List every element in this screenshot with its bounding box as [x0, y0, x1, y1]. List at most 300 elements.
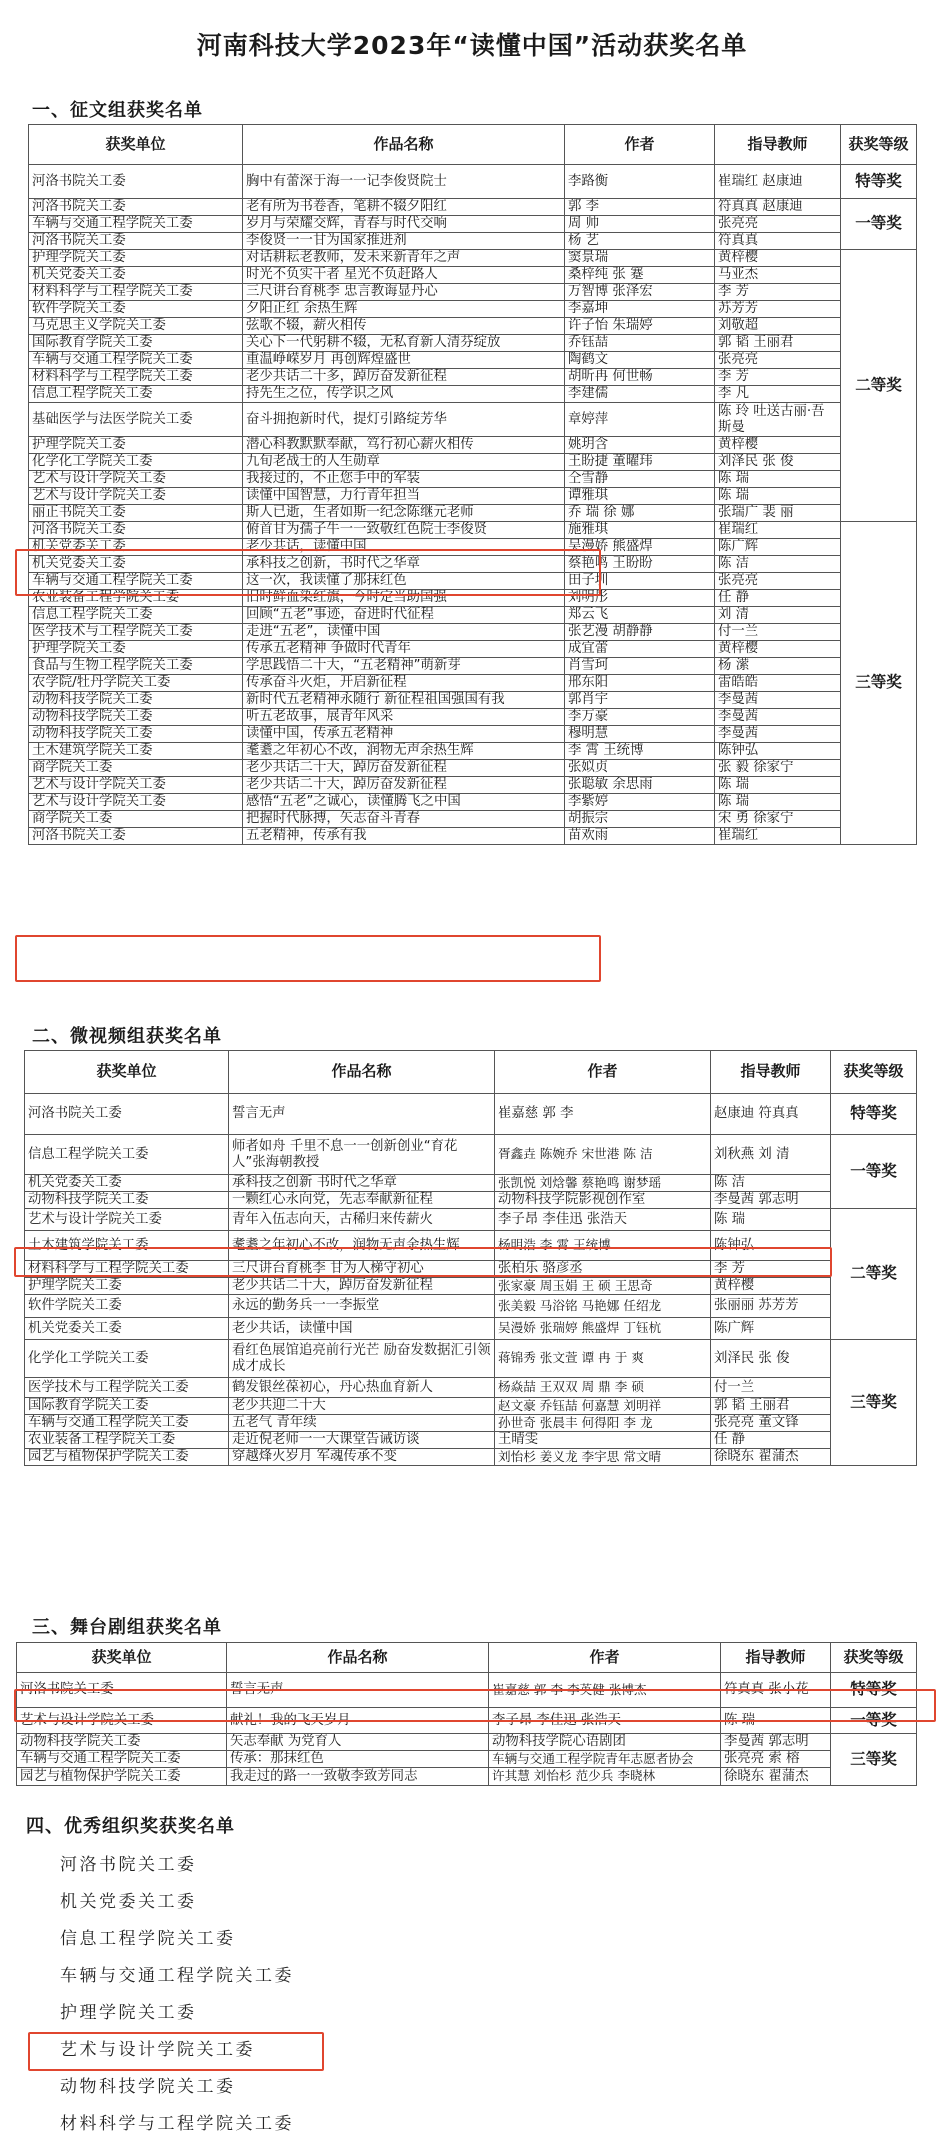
award-level-cell: 三等奖	[831, 1734, 917, 1786]
cell-work: 誓言无声	[229, 1094, 495, 1135]
cell-work: 老少共迎二十大	[229, 1398, 495, 1415]
cell-work: 老少共话二十大，踔厉奋发新征程	[243, 777, 565, 794]
cell-author: 吴漫娇 张瑞婷 熊盛焊 丁钰杭	[495, 1318, 711, 1340]
column-header: 获奖等级	[831, 1051, 917, 1094]
highlight-box-essay-3rd	[15, 935, 601, 982]
cell-teacher: 任 静	[715, 590, 841, 607]
cell-work: 老少共话，读懂中国	[229, 1318, 495, 1340]
cell-author: 李子昂 李佳迅 张浩天	[495, 1209, 711, 1231]
cell-teacher: 李曼茜	[715, 726, 841, 743]
cell-author: 吴漫娇 熊盛焊	[565, 539, 715, 556]
cell-author: 桑梓纯 张 蹇	[565, 267, 715, 284]
award-level-cell: 特等奖	[841, 165, 917, 199]
cell-unit: 材料科学与工程学院关工委	[29, 369, 243, 386]
cell-teacher: 陈钟弘	[715, 743, 841, 760]
table-row	[29, 301, 917, 318]
cell-author: 田子圳	[565, 573, 715, 590]
cell-unit: 动物科技学院关工委	[29, 726, 243, 743]
table-row	[29, 692, 917, 709]
cell-unit: 医学技术与工程学院关工委	[25, 1378, 229, 1398]
cell-work: 老少共话，读懂中国	[243, 539, 565, 556]
cell-work: 奋斗拥抱新时代，提灯引路绽芳华	[243, 403, 565, 437]
cell-author: 许其慧 刘怡杉 范少兵 李晓林	[489, 1768, 721, 1786]
cell-work: 李俊贤一一甘为国家推进剂	[243, 233, 565, 250]
cell-author: 乔 瑞 徐 娜	[565, 505, 715, 522]
cell-teacher: 黄梓樱	[715, 437, 841, 454]
table-row	[29, 267, 917, 284]
table-row	[29, 471, 917, 488]
cell-work: 承科技之创新，书时代之华章	[243, 556, 565, 573]
column-header: 作品名称	[229, 1051, 495, 1094]
cell-work: 把握时代脉搏，矢志奋斗青春	[243, 811, 565, 828]
cell-author: 姚玥含	[565, 437, 715, 454]
cell-unit: 机关党委关工委	[25, 1318, 229, 1340]
column-header: 作者	[565, 125, 715, 165]
cell-author: 杨 艺	[565, 233, 715, 250]
table-header-row	[29, 125, 917, 165]
cell-unit: 艺术与设计学院关工委	[29, 471, 243, 488]
table-row	[29, 607, 917, 624]
cell-unit: 软件学院关工委	[25, 1295, 229, 1318]
cell-work: 胸中有蕾深于海一一记李俊贤院士	[243, 165, 565, 199]
cell-work: 时光不负实干者 星光不负赶路人	[243, 267, 565, 284]
table-row	[25, 1449, 917, 1466]
org-list-item: 信息工程学院关工委	[60, 1929, 236, 1949]
cell-teacher: 张亮亮 索 榕	[721, 1751, 831, 1768]
cell-teacher: 宋 勇 徐家宁	[715, 811, 841, 828]
table-row	[29, 556, 917, 573]
cell-author: 刘明彤	[565, 590, 715, 607]
cell-author: 周 帅	[565, 216, 715, 233]
table-row	[29, 811, 917, 828]
table-row	[29, 743, 917, 760]
cell-work: 耄耋之年初心不改，润物无声余热生辉	[243, 743, 565, 760]
cell-unit: 河洛书院关工委	[29, 199, 243, 216]
cell-teacher: 陈广辉	[715, 539, 841, 556]
cell-author: 章婷萍	[565, 403, 715, 437]
cell-work: 我走过的路一一致敬李致芳同志	[227, 1768, 489, 1786]
cell-unit: 信息工程学院关工委	[25, 1135, 229, 1175]
cell-author: 胥鑫垚 陈婉乔 宋世港 陈 洁	[495, 1135, 711, 1175]
cell-teacher: 崔瑞红 赵康迪	[715, 165, 841, 199]
cell-teacher: 崔瑞红	[715, 828, 841, 845]
table-row	[25, 1192, 917, 1209]
cell-work: 这一次，我读懂了那抹红色	[243, 573, 565, 590]
org-list-item: 艺术与设计学院关工委	[60, 2040, 255, 2060]
cell-work: 看红色展馆追亮前行光芒 励奋发数据汇引领成才成长	[229, 1340, 495, 1378]
cell-unit: 护理学院关工委	[29, 437, 243, 454]
cell-teacher: 李 芳	[715, 369, 841, 386]
table-row	[25, 1398, 917, 1415]
cell-unit: 护理学院关工委	[29, 641, 243, 658]
cell-teacher: 陈 玲 吐送古丽·吾斯曼	[715, 403, 841, 437]
cell-work: 旧时鲜血染红旗，今时定当助国强	[243, 590, 565, 607]
cell-unit: 车辆与交通工程学院关工委	[29, 352, 243, 369]
table-row	[17, 1768, 917, 1786]
table-header-row	[17, 1643, 917, 1673]
cell-work: 誓言无声	[227, 1673, 489, 1708]
cell-author: 蒋锦秀 张文萱 谭 冉 于 爽	[495, 1340, 711, 1378]
table-row	[17, 1708, 917, 1734]
cell-author: 车辆与交通工程学院青年志愿者协会	[489, 1751, 721, 1768]
cell-teacher: 李 芳	[715, 284, 841, 301]
cell-author: 陶鹤文	[565, 352, 715, 369]
video-award-table	[24, 1050, 917, 1466]
cell-unit: 艺术与设计学院关工委	[25, 1209, 229, 1231]
award-level-cell: 特等奖	[831, 1673, 917, 1708]
table-row	[29, 165, 917, 199]
essay-award-table	[28, 124, 917, 845]
cell-author: 李 霄 王统博	[565, 743, 715, 760]
cell-unit: 国际教育学院关工委	[25, 1398, 229, 1415]
cell-work: 斯人已逝，生者如斯一纪念陈继元老师	[243, 505, 565, 522]
table-row	[17, 1673, 917, 1708]
cell-unit: 土木建筑学院关工委	[25, 1231, 229, 1261]
column-header: 获奖等级	[831, 1643, 917, 1673]
award-level-cell: 三等奖	[831, 1340, 917, 1466]
table-row	[29, 590, 917, 607]
org-award-list	[60, 1847, 294, 2143]
cell-work: 九旬老战士的人生勋章	[243, 454, 565, 471]
cell-teacher: 陈 瑞	[715, 777, 841, 794]
cell-teacher: 李曼茜 郭志明	[711, 1192, 831, 1209]
table-row	[29, 828, 917, 845]
cell-unit: 护理学院关工委	[25, 1278, 229, 1295]
cell-unit: 食品与生物工程学院关工委	[29, 658, 243, 675]
cell-unit: 动物科技学院关工委	[25, 1192, 229, 1209]
cell-unit: 动物科技学院关工委	[17, 1734, 227, 1751]
cell-author: 胡昕冉 何世畅	[565, 369, 715, 386]
cell-unit: 车辆与交通工程学院关工委	[25, 1415, 229, 1432]
table-row	[29, 250, 917, 267]
cell-work: 永远的勤务兵一一李振堂	[229, 1295, 495, 1318]
table-row	[25, 1094, 917, 1135]
table-row	[29, 709, 917, 726]
cell-work: 师者如舟 千里不息一一创新创业“育花人”张海朝教授	[229, 1135, 495, 1175]
org-list-item: 护理学院关工委	[60, 2003, 197, 2023]
cell-author: 张家豪 周玉娟 王 硕 王思奇	[495, 1278, 711, 1295]
cell-unit: 马克思主义学院关工委	[29, 318, 243, 335]
section-essay-title: 一、征文组获奖名单	[32, 100, 203, 121]
cell-teacher: 马亚杰	[715, 267, 841, 284]
cell-work: 重温峥嵘岁月 再创辉煌盛世	[243, 352, 565, 369]
cell-unit: 信息工程学院关工委	[29, 607, 243, 624]
cell-work: 弦歌不辍，薪火相传	[243, 318, 565, 335]
cell-work: 关心下一代躬耕不辍，无私育新人清芬绽放	[243, 335, 565, 352]
cell-work: 青年入伍志向天，古稀归来传薪火	[229, 1209, 495, 1231]
cell-work: 承科技之创新 书时代之华章	[229, 1175, 495, 1192]
cell-work: 对话耕耘老教师，发未来新青年之声	[243, 250, 565, 267]
award-level-cell: 特等奖	[831, 1094, 917, 1135]
table-row	[25, 1209, 917, 1231]
cell-work: 听五老故事，展青年风采	[243, 709, 565, 726]
cell-unit: 河洛书院关工委	[29, 165, 243, 199]
cell-work: 岁月与荣耀交辉，青春与时代交响	[243, 216, 565, 233]
table-row	[25, 1135, 917, 1175]
table-header-row	[25, 1051, 917, 1094]
cell-unit: 车辆与交通工程学院关工委	[29, 573, 243, 590]
cell-author: 动物科技学院影视创作室	[495, 1192, 711, 1209]
cell-work: 读懂中国智慧，力行青年担当	[243, 488, 565, 505]
column-header: 获奖单位	[29, 125, 243, 165]
cell-teacher: 黄梓樱	[715, 641, 841, 658]
org-list-item: 机关党委关工委	[60, 1892, 197, 1912]
cell-author: 动物科技学院心语剧团	[489, 1734, 721, 1751]
table-row	[29, 505, 917, 522]
cell-author: 穆明慧	[565, 726, 715, 743]
cell-teacher: 刘泽民 张 俊	[715, 454, 841, 471]
cell-author: 赵文豪 乔钰喆 何嘉慧 刘明祥	[495, 1398, 711, 1415]
org-list-item: 河洛书院关工委	[60, 1855, 197, 1875]
cell-teacher: 黄梓樱	[711, 1278, 831, 1295]
column-header: 作品名称	[227, 1643, 489, 1673]
cell-work: 我接过的，不止您手中的军装	[243, 471, 565, 488]
cell-author: 杨明浩 李 霄 王统博	[495, 1231, 711, 1261]
cell-unit: 动物科技学院关工委	[29, 692, 243, 709]
section-org-title: 四、优秀组织奖获奖名单	[26, 1816, 235, 1837]
table-row	[29, 216, 917, 233]
cell-unit: 机关党委关工委	[29, 539, 243, 556]
table-row	[17, 1734, 917, 1751]
table-row	[25, 1318, 917, 1340]
table-row	[29, 675, 917, 692]
cell-work: 耄耋之年初心不改，润物无声余热生辉	[229, 1231, 495, 1261]
cell-teacher: 雷皓皓	[715, 675, 841, 692]
cell-teacher: 杨 潆	[715, 658, 841, 675]
table-row	[25, 1278, 917, 1295]
cell-author: 李万豪	[565, 709, 715, 726]
cell-author: 李路衡	[565, 165, 715, 199]
column-header: 获奖单位	[25, 1051, 229, 1094]
cell-work: 持先生之位，传学识之风	[243, 386, 565, 403]
cell-work: 传承奋斗火炬，开启新征程	[243, 675, 565, 692]
cell-unit: 农业装备工程学院关工委	[29, 590, 243, 607]
cell-unit: 河洛书院关工委	[29, 522, 243, 539]
cell-work: 穿越烽火岁月 军魂传承不变	[229, 1449, 495, 1466]
cell-work: 新时代五老精神永随行 新征程祖国强国有我	[243, 692, 565, 709]
column-header: 获奖单位	[17, 1643, 227, 1673]
org-list-item: 车辆与交通工程学院关工委	[60, 1966, 294, 1986]
table-row	[29, 641, 917, 658]
column-header: 指导教师	[715, 125, 841, 165]
cell-author: 谭雅琪	[565, 488, 715, 505]
award-level-cell: 三等奖	[841, 522, 917, 845]
table-row	[29, 624, 917, 641]
cell-work: 五老精神，传承有我	[243, 828, 565, 845]
org-list-item: 动物科技学院关工委	[60, 2077, 236, 2097]
cell-teacher: 刘泽民 张 俊	[711, 1340, 831, 1378]
table-row	[29, 573, 917, 590]
cell-author: 乔钰喆	[565, 335, 715, 352]
column-header: 作者	[489, 1643, 721, 1673]
cell-unit: 农学院/牡丹学院关工委	[29, 675, 243, 692]
table-row	[29, 284, 917, 301]
column-header: 作者	[495, 1051, 711, 1094]
table-row	[29, 777, 917, 794]
cell-work: 矢志奉献 为党育人	[227, 1734, 489, 1751]
page-title: 河南科技大学2023年“读懂中国”活动获奖名单	[196, 31, 748, 60]
cell-author: 张聪敏 余思雨	[565, 777, 715, 794]
cell-unit: 化学化工学院关工委	[29, 454, 243, 471]
cell-teacher: 张瑞广 裴 丽	[715, 505, 841, 522]
cell-unit: 医学技术与工程学院关工委	[29, 624, 243, 641]
cell-author: 张柏乐 骆彦丞	[495, 1261, 711, 1278]
cell-teacher: 张亮亮 董文锋	[711, 1415, 831, 1432]
cell-author: 成宜蕾	[565, 641, 715, 658]
cell-author: 张艺漫 胡静静	[565, 624, 715, 641]
cell-teacher: 张 毅 徐家宁	[715, 760, 841, 777]
table-row	[29, 437, 917, 454]
cell-author: 刘怡杉 姜义龙 李宇思 常文晴	[495, 1449, 711, 1466]
cell-author: 张美毅 马浴铭 马艳娜 任绍龙	[495, 1295, 711, 1318]
table-row	[25, 1231, 917, 1261]
cell-teacher: 刘敬超	[715, 318, 841, 335]
cell-teacher: 陈 瑞	[715, 794, 841, 811]
cell-unit: 艺术与设计学院关工委	[29, 777, 243, 794]
table-row	[29, 335, 917, 352]
table-row	[29, 726, 917, 743]
cell-work: 老少共话二十大，踔厉奋发新征程	[229, 1278, 495, 1295]
cell-unit: 车辆与交通工程学院关工委	[17, 1751, 227, 1768]
table-row	[29, 386, 917, 403]
cell-unit: 商学院关工委	[29, 811, 243, 828]
award-level-cell: 二等奖	[831, 1209, 917, 1340]
cell-teacher: 付一兰	[711, 1378, 831, 1398]
column-header: 指导教师	[721, 1643, 831, 1673]
table-row	[29, 658, 917, 675]
cell-teacher: 付一兰	[715, 624, 841, 641]
cell-unit: 机关党委关工委	[29, 267, 243, 284]
cell-work: 学思践悟二十大，“五老精神”萌新芽	[243, 658, 565, 675]
award-level-cell: 二等奖	[841, 250, 917, 522]
cell-teacher: 陈钟弘	[711, 1231, 831, 1261]
table-row	[29, 539, 917, 556]
cell-unit: 化学化工学院关工委	[25, 1340, 229, 1378]
cell-author: 李建儒	[565, 386, 715, 403]
cell-teacher: 李 凡	[715, 386, 841, 403]
cell-author: 郭肖宇	[565, 692, 715, 709]
cell-author: 胡振宗	[565, 811, 715, 828]
cell-work: 夕阳正红 余热生辉	[243, 301, 565, 318]
award-level-cell: 一等奖	[841, 199, 917, 250]
cell-unit: 信息工程学院关工委	[29, 386, 243, 403]
table-row	[25, 1378, 917, 1398]
table-row	[17, 1751, 917, 1768]
cell-unit: 车辆与交通工程学院关工委	[29, 216, 243, 233]
cell-unit: 动物科技学院关工委	[29, 709, 243, 726]
cell-unit: 艺术与设计学院关工委	[29, 488, 243, 505]
cell-teacher: 陈 瑞	[715, 471, 841, 488]
cell-teacher: 陈 洁	[715, 556, 841, 573]
cell-teacher: 李曼茜	[715, 692, 841, 709]
table-row	[25, 1432, 917, 1449]
table-row	[29, 352, 917, 369]
cell-unit: 商学院关工委	[29, 760, 243, 777]
cell-work: 走近倪老师一一大课堂告诫访谈	[229, 1432, 495, 1449]
cell-teacher: 徐晓东 翟蒲杰	[721, 1768, 831, 1786]
cell-unit: 园艺与植物保护学院关工委	[25, 1449, 229, 1466]
cell-work: 潜心科教默默奉献，笃行初心薪火相传	[243, 437, 565, 454]
cell-author: 万智博 张泽宏	[565, 284, 715, 301]
cell-unit: 艺术与设计学院关工委	[17, 1708, 227, 1734]
cell-teacher: 崔瑞红	[715, 522, 841, 539]
cell-unit: 机关党委关工委	[29, 556, 243, 573]
cell-teacher: 李 芳	[711, 1261, 831, 1278]
cell-teacher: 符真真	[715, 233, 841, 250]
cell-teacher: 陈 瑞	[721, 1708, 831, 1734]
cell-teacher: 张亮亮	[715, 216, 841, 233]
cell-work: 鹤发银丝葆初心，丹心热血育新人	[229, 1378, 495, 1398]
cell-author: 肖雪珂	[565, 658, 715, 675]
org-list-item: 材料科学与工程学院关工委	[60, 2114, 294, 2134]
cell-unit: 国际教育学院关工委	[29, 335, 243, 352]
cell-work: 老有所为书卷香，笔耕不辍夕阳红	[243, 199, 565, 216]
cell-unit: 软件学院关工委	[29, 301, 243, 318]
cell-unit: 基础医学与法医学院关工委	[29, 403, 243, 437]
cell-unit: 艺术与设计学院关工委	[29, 794, 243, 811]
cell-work: 传承五老精神 争做时代青年	[243, 641, 565, 658]
column-header: 作品名称	[243, 125, 565, 165]
cell-unit: 河洛书院关工委	[17, 1673, 227, 1708]
cell-author: 崔嘉慈 郭 李 李英健 张博杰	[489, 1673, 721, 1708]
cell-author: 蔡艳鸣 王盼盼	[565, 556, 715, 573]
cell-teacher: 张亮亮	[715, 352, 841, 369]
cell-author: 郑云飞	[565, 607, 715, 624]
table-row	[29, 760, 917, 777]
cell-author: 郭 李	[565, 199, 715, 216]
cell-teacher: 郭 韬 王丽君	[711, 1398, 831, 1415]
cell-author: 邢东阳	[565, 675, 715, 692]
cell-unit: 河洛书院关工委	[25, 1094, 229, 1135]
cell-teacher: 符真真 张小花	[721, 1673, 831, 1708]
cell-teacher: 张亮亮	[715, 573, 841, 590]
cell-unit: 材料科学与工程学院关工委	[29, 284, 243, 301]
cell-work: 回顾“五老”事迹，奋进时代征程	[243, 607, 565, 624]
cell-unit: 园艺与植物保护学院关工委	[17, 1768, 227, 1786]
cell-author: 张姒贞	[565, 760, 715, 777]
section-drama-title: 三、舞台剧组获奖名单	[32, 1617, 222, 1638]
cell-unit: 丽正书院关工委	[29, 505, 243, 522]
cell-work: 三尺讲台育桃李 忠言教诲显丹心	[243, 284, 565, 301]
cell-teacher: 陈 洁	[711, 1175, 831, 1192]
cell-author: 杨焱喆 王双双 周 鼎 李 硕	[495, 1378, 711, 1398]
cell-teacher: 符真真 赵康迪	[715, 199, 841, 216]
table-row	[29, 318, 917, 335]
table-row	[25, 1415, 917, 1432]
cell-work: 献礼！我的飞天岁月	[227, 1708, 489, 1734]
cell-author: 王晴雯	[495, 1432, 711, 1449]
table-row	[29, 233, 917, 250]
table-row	[29, 522, 917, 539]
cell-work: 读懂中国，传承五老精神	[243, 726, 565, 743]
table-row	[29, 403, 917, 437]
cell-author: 苗欢雨	[565, 828, 715, 845]
cell-teacher: 刘 清	[715, 607, 841, 624]
award-level-cell: 一等奖	[831, 1708, 917, 1734]
column-header: 获奖等级	[841, 125, 917, 165]
cell-teacher: 李曼茜	[715, 709, 841, 726]
drama-award-table	[16, 1642, 917, 1786]
cell-work: 走进“五老”，读懂中国	[243, 624, 565, 641]
cell-work: 老少共话二十大，踔厉奋发新征程	[243, 760, 565, 777]
cell-unit: 河洛书院关工委	[29, 233, 243, 250]
table-row	[25, 1340, 917, 1378]
cell-teacher: 张丽丽 苏芳芳	[711, 1295, 831, 1318]
cell-author: 施雅琪	[565, 522, 715, 539]
cell-author: 张凯悦 刘焓馨 蔡艳鸣 谢梦瑶	[495, 1175, 711, 1192]
cell-teacher: 陈 瑞	[715, 488, 841, 505]
cell-teacher: 刘秋燕 刘 清	[711, 1135, 831, 1175]
